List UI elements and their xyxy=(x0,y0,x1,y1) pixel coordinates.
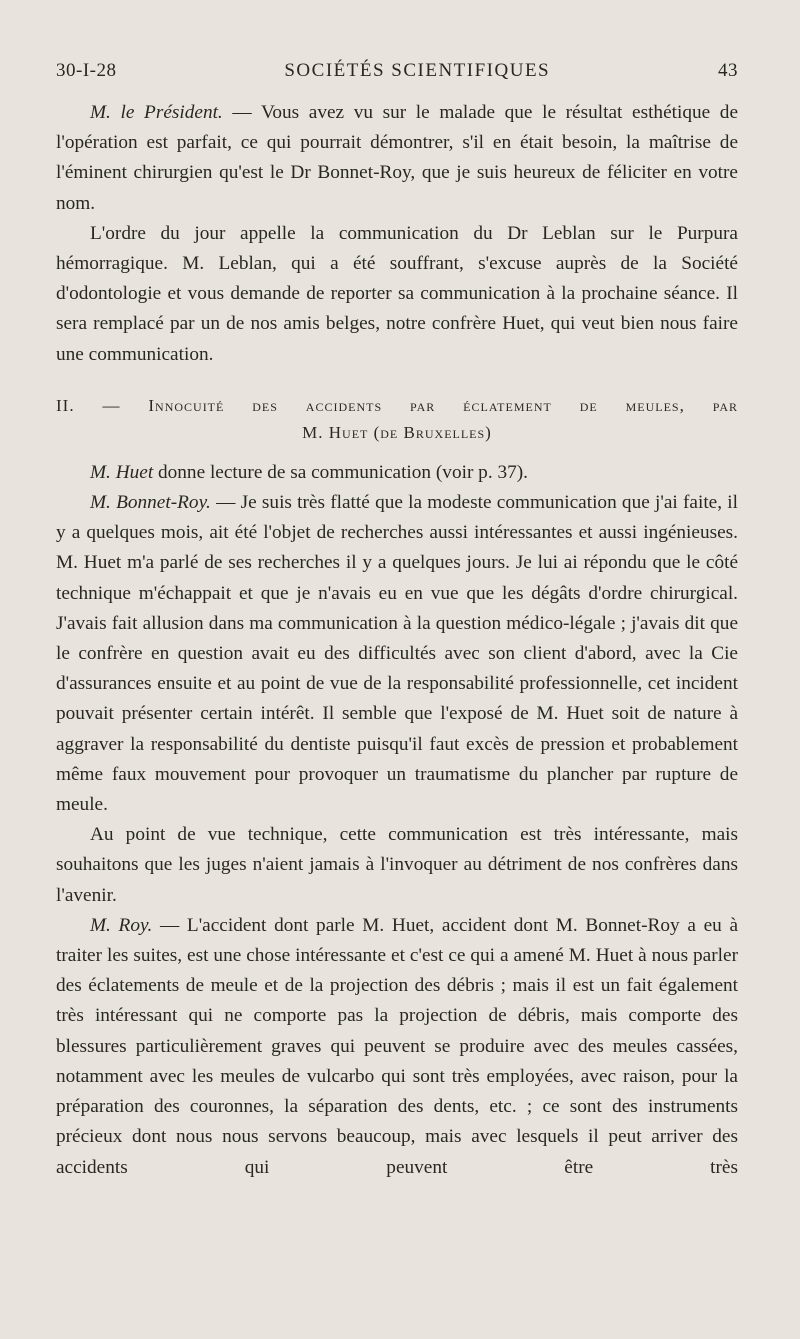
paragraph-text: L'ordre du jour appelle la communication du Dr Leblan sur le Purpura hémorragique. M. Leblan, qui a été souffrant, s'excuse auprès de la Société d'odontologie et vous demande de reporter sa communication à la prochaine séance. Il sera remplacé par un de nos amis belges, notre confrère Huet, qui veut bien nous faire une communication. xyxy=(56,222,738,365)
page-number: 43 xyxy=(718,60,738,81)
paragraph-text: — Je suis très flatté que la modeste communication que j'ai faite, il y a quelques mois, ait été l'objet de recherches aussi intéressantes et aussi ingénieuses. M. Huet m'a parlé de ses recherches il y a quelques jours. Je lui ai répondu que le côté technique m'échappait et que je n'avais eu en vue que les dégâts d'ordre chirurgical. J'avais fait allusion dans ma communication à la question médico-légale ; j'avais dit que le confrère en question avait eu des difficultés avec son client d'abord, avec la Cie d'assurances ensuite et au point de vue de la responsabilité professionnelle, cet incident pouvait présenter certain intérêt. Il semble que l'exposé de M. Huet soit de nature à aggraver la responsabilité du dentiste puisqu'il faut excès de pression et probablement même faux mouvement pour provoquer un traumatisme du plancher par rupture de meule. xyxy=(56,492,738,816)
paragraph-president xyxy=(56,98,738,219)
section-heading-line2: M. Huet (de Bruxelles) xyxy=(302,422,492,442)
header-date: 30-I-28 xyxy=(56,60,117,81)
section-heading xyxy=(56,392,738,446)
running-header xyxy=(56,60,738,82)
paragraph-roy xyxy=(56,911,738,1183)
body-text xyxy=(56,98,738,1183)
speaker-name: M. Bonnet-Roy. xyxy=(90,492,211,514)
paragraph-text: — Vous avez vu sur le malade que le résultat esthétique de l'opération est parfait, ce qui pourrait démontrer, s'il en était besoin, la maîtrise de l'éminent chirurgien qu'est le Dr Bonnet-Roy, que je suis heureux de féliciter en votre nom. xyxy=(56,102,738,214)
speaker-name: M. le Président. xyxy=(90,102,223,123)
paragraph-text: donne lecture de sa communication (voir p. 37). xyxy=(153,461,528,483)
speaker-name: M. Roy. xyxy=(90,914,153,936)
section-heading-line1: II. — Innocuité des accidents par éclatement de meules, par xyxy=(56,395,738,415)
paragraph-huet xyxy=(56,458,738,488)
paragraph-text: — L'accident dont parle M. Huet, accident dont M. Bonnet-Roy a eu à traiter les suites, est une chose intéressante et c'est ce qui a amené M. Huet à nous parler des éclatements de meule et de la projection des débris ; mais il est un fait également très intéressant qui ne comporte pas la projection de débris, mais comporte des blessures particulièrement graves qui peuvent se produire avec des meules cassées, notamment avec les meules de vulcarbo qui sont très employées, avec raison, pour la préparation des couronnes, la séparation des dents, etc. ; ce sont des instruments précieux dont nous nous servons beaucoup, mais avec lesquels il peut arriver des accidents qui peuvent être très xyxy=(56,914,739,1178)
paragraph-text: Au point de vue technique, cette communication est très intéressante, mais souhaitons que les juges n'aient jamais à l'invoquer au détriment de nos confrères dans l'avenir. xyxy=(56,824,738,906)
paragraph-bonnet-roy xyxy=(56,488,738,820)
paragraph-agenda xyxy=(56,219,738,370)
speaker-name: M. Huet xyxy=(90,461,154,483)
paragraph-technique xyxy=(56,820,738,911)
header-title: SOCIÉTÉS SCIENTIFIQUES xyxy=(284,60,551,81)
